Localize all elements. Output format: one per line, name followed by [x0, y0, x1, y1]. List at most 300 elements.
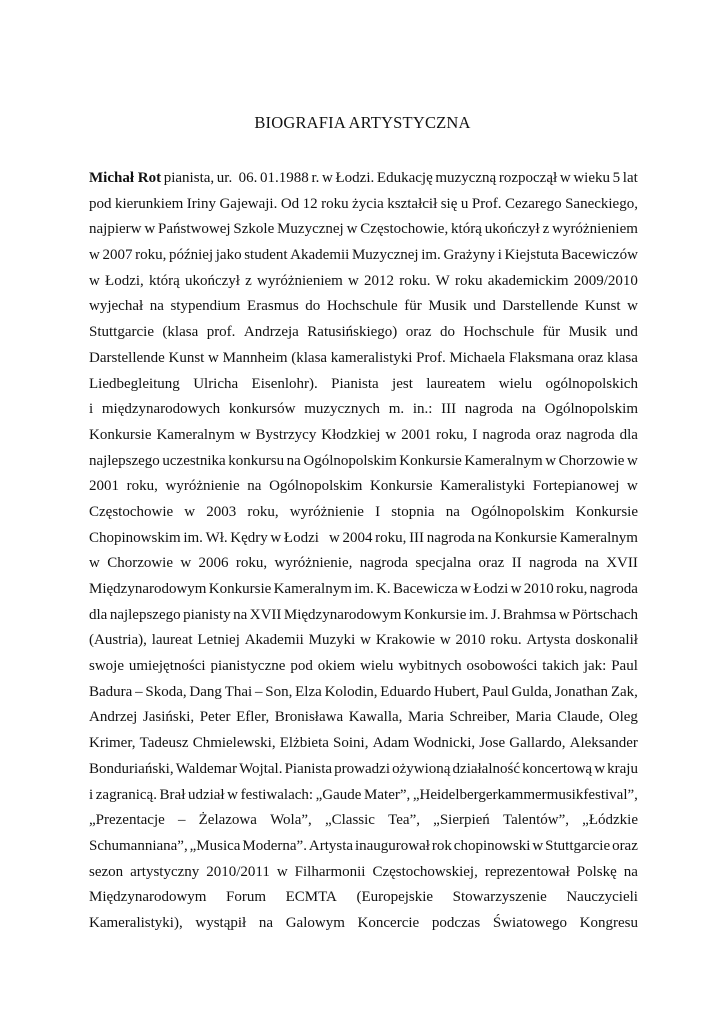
word: uczestnika: [162, 452, 226, 469]
word: stypendium: [170, 298, 241, 315]
word: Bonduriański,: [89, 760, 174, 777]
word: Cezarego: [504, 195, 562, 212]
word: w: [627, 452, 638, 469]
word: konkursów: [228, 401, 296, 418]
word: w: [627, 478, 638, 495]
word: podczas: [431, 914, 481, 931]
word: Musik: [428, 298, 467, 315]
word: wyróżnieniem: [257, 272, 343, 289]
word: w: [348, 272, 359, 289]
word: (Europejskie: [356, 889, 434, 906]
word: III: [441, 401, 457, 418]
paragraph-line: [89, 449, 638, 475]
word: do: [439, 324, 455, 341]
word: roku,: [375, 529, 407, 546]
word: oraz: [535, 426, 562, 443]
word: Liedbegleitung: [89, 375, 180, 392]
word: 2007: [102, 247, 133, 264]
word: roku,: [556, 581, 588, 597]
word: –: [254, 683, 263, 700]
word: na: [445, 503, 460, 520]
word: Mannheim: [222, 349, 288, 366]
document-title: BIOGRAFIA ARTYSTYCZNA: [254, 113, 471, 132]
word: udział: [187, 786, 225, 803]
paragraph-line: [89, 783, 638, 809]
word: Saneckiego,: [565, 195, 638, 212]
word: i: [89, 401, 94, 418]
word: w: [510, 581, 522, 597]
word: roku,: [247, 503, 279, 520]
word: J.: [490, 606, 501, 623]
word: „Sierpień: [433, 812, 490, 829]
word: w: [270, 529, 282, 546]
word: Państwowej: [158, 221, 231, 238]
word: międzynarodowych: [101, 401, 221, 418]
word: Kiejstuta: [504, 247, 559, 264]
word: Kolodin,: [324, 683, 378, 700]
word: „Gaude: [315, 786, 362, 803]
word: Akademii: [290, 247, 350, 264]
paragraph-line: [89, 346, 638, 372]
word: klasa: [607, 349, 638, 366]
paragraph-line: [89, 860, 638, 886]
word: w: [208, 349, 219, 366]
word: u: [460, 195, 469, 212]
word: Kameralnym: [273, 581, 352, 597]
word: Nauczycieli: [566, 889, 638, 906]
word: Zak,: [610, 683, 638, 700]
word: w: [276, 863, 288, 880]
word: Elżbieta: [279, 735, 329, 752]
word: Gajewaji.: [219, 195, 278, 212]
word: Forum: [226, 889, 267, 906]
word: Skoda,: [145, 683, 187, 700]
word: nagroda: [589, 581, 638, 597]
word: Konkursie: [575, 503, 638, 520]
word: pod: [290, 658, 313, 675]
word: Kameralnym: [559, 529, 638, 546]
word: 2004: [342, 529, 373, 546]
word: specjalna: [415, 555, 472, 572]
word: Flaksmana: [508, 349, 574, 366]
word: roku,: [235, 555, 268, 572]
word: Szkole: [233, 221, 275, 238]
word: nagroda: [359, 555, 409, 572]
word: I: [375, 503, 381, 520]
word: oraz: [405, 324, 432, 341]
word: którą: [148, 272, 180, 289]
word: Schreiber,: [449, 709, 510, 726]
word: dla: [619, 426, 638, 443]
word: Kunst: [584, 298, 621, 315]
word: w: [184, 503, 196, 520]
word: ukończył: [184, 272, 240, 289]
word: na: [233, 606, 248, 623]
word: Eduardo: [380, 683, 432, 700]
word: und: [473, 298, 496, 315]
word: Adam: [372, 735, 410, 752]
word: Kameralnym: [464, 452, 543, 469]
word: najpierw: [89, 221, 142, 238]
word: Krimer,: [89, 735, 136, 752]
paragraph-line: [89, 243, 638, 269]
word: Stowarzyszenie: [452, 889, 547, 906]
word: pianista,: [163, 170, 215, 186]
word: najlepszego: [109, 606, 181, 623]
word: Prof.: [471, 195, 502, 212]
word: Iriny: [186, 195, 216, 212]
word: Artysta: [526, 632, 571, 649]
biography-paragraph: [89, 166, 638, 937]
word: 2009/2010: [573, 272, 638, 289]
word: Paul: [482, 683, 509, 700]
word: Międzynarodowym: [89, 581, 207, 597]
paragraph-line: [89, 603, 638, 629]
word: Kędry: [230, 529, 268, 546]
word: für: [404, 298, 422, 315]
word: Edukację: [376, 170, 433, 186]
word: Artysta: [308, 837, 354, 854]
word: Talentów”,: [502, 812, 569, 829]
word: później: [168, 247, 214, 264]
word: chopinowski: [453, 837, 531, 854]
word: w: [329, 529, 340, 546]
word: 5: [612, 170, 621, 186]
word: Jonathan: [554, 683, 609, 700]
word: Konkursie: [89, 426, 152, 443]
word: Hochschule: [326, 298, 398, 315]
word: umiejętności: [128, 658, 206, 675]
word: roku,: [436, 426, 468, 443]
word: Łodzi: [283, 529, 327, 546]
word: roku: [321, 195, 349, 212]
word: im.: [183, 529, 203, 546]
word: „Musica: [189, 837, 241, 854]
word: zagranicą.: [95, 786, 157, 803]
word: okiem: [317, 658, 356, 675]
paragraph-line: [89, 320, 638, 346]
word: 2012: [364, 272, 395, 289]
word: „Łódzkie: [582, 812, 638, 829]
word: akademickim: [487, 272, 569, 289]
word: pod: [89, 195, 112, 212]
word: Moderna”.: [242, 837, 307, 854]
word: Musik: [568, 324, 607, 341]
word: doskonalił: [575, 632, 638, 649]
word: Bronisława: [274, 709, 344, 726]
word: w: [545, 452, 557, 469]
word: wieku: [573, 170, 610, 186]
word: festiwalach:: [240, 786, 314, 803]
word: Thai: [224, 683, 253, 700]
word: w: [89, 555, 100, 572]
word: Letniej: [197, 632, 240, 649]
paragraph-line: [89, 911, 638, 937]
word: konkursu: [228, 452, 285, 469]
word: w: [385, 426, 397, 443]
word: Filharmonii: [294, 863, 366, 880]
word: II: [511, 555, 522, 572]
word: Tea”,: [388, 812, 420, 829]
word: reprezentował: [484, 863, 570, 880]
word: roku.: [490, 632, 522, 649]
word: Soini,: [333, 735, 369, 752]
word: w: [559, 170, 571, 186]
word: wyróżnienie: [289, 503, 364, 520]
word: I: [472, 426, 478, 443]
word: Międzynarodowym: [89, 889, 207, 906]
word: na: [623, 863, 638, 880]
word: (klasa: [291, 349, 328, 366]
word: Konkursie: [399, 452, 462, 469]
word: roku: [455, 272, 483, 289]
paragraph-line: [89, 217, 638, 243]
word: Peter: [199, 709, 231, 726]
word: Hochschule: [463, 324, 535, 341]
word: Łodzi,: [105, 272, 144, 289]
word: Łodzi.: [335, 170, 375, 186]
word: nagroda: [464, 401, 514, 418]
word: nagroda: [426, 529, 476, 546]
word: Ogólnopolskim: [269, 478, 363, 495]
word: i: [89, 786, 94, 803]
paragraph-line: [89, 500, 638, 526]
word: najlepszego: [89, 452, 160, 469]
word: rok: [431, 837, 452, 854]
word: wyróżnienie: [165, 478, 240, 495]
word: swoje: [89, 658, 124, 675]
word: Andrzeja: [243, 324, 299, 341]
word: 2010: [455, 632, 486, 649]
word: Konkursie: [370, 478, 433, 495]
word: ECMTA: [285, 889, 337, 906]
word: Galowym: [285, 914, 345, 931]
word: und: [615, 324, 638, 341]
word: w: [439, 632, 451, 649]
word: prof.: [206, 324, 236, 341]
paragraph-line: [89, 680, 638, 706]
word: Brał: [159, 786, 186, 803]
word: Muzycznej: [277, 221, 344, 238]
word: Chmielewski,: [192, 735, 276, 752]
word: Krakowie: [375, 632, 435, 649]
word: Żelazowa: [198, 812, 257, 829]
word: Ogólnopolskim: [544, 401, 638, 418]
word: oraz: [577, 349, 604, 366]
word: laureat: [151, 632, 193, 649]
word: kształcił: [387, 195, 438, 212]
word: w: [627, 298, 638, 315]
word: 2001: [401, 426, 432, 443]
word: Erasmus: [247, 298, 299, 315]
word: w: [89, 247, 100, 264]
word: Konkursie: [208, 581, 272, 597]
word: życia: [352, 195, 384, 212]
author-name: Michał Rot: [89, 170, 162, 186]
word: Kunst: [168, 349, 205, 366]
word: Grażyny: [443, 247, 496, 264]
word: Koncercie: [357, 914, 420, 931]
word: 01.1988: [260, 170, 309, 186]
word: Wodnicki,: [413, 735, 476, 752]
word: Fortepianowej: [532, 478, 620, 495]
word: Kongresu: [579, 914, 638, 931]
word: jak:: [583, 658, 607, 675]
word: Międzynarodowym: [283, 606, 402, 623]
word: stopnia: [391, 503, 435, 520]
word: Oleg: [608, 709, 638, 726]
word: Kłodzkiej: [321, 426, 381, 443]
word: Wola”,: [270, 812, 312, 829]
word: 06.: [238, 170, 258, 186]
word: do: [305, 298, 321, 315]
word: Bacewicza: [392, 581, 458, 597]
word: Wł.: [205, 529, 228, 546]
word: Konkursie: [494, 529, 557, 546]
word: Aleksander: [569, 735, 638, 752]
word: III: [409, 529, 425, 546]
word: pianistyczne: [210, 658, 286, 675]
word: Częstochowskiej,: [372, 863, 478, 880]
paragraph-line: [89, 808, 638, 834]
word: Bacewiczów: [561, 247, 638, 264]
word: Polskę: [576, 863, 617, 880]
word: nagroda: [482, 426, 531, 443]
paragraph-line: [89, 294, 638, 320]
word: osobowości: [466, 658, 538, 675]
word: Dang: [189, 683, 222, 700]
word: jako: [215, 247, 242, 264]
word: Gulda,: [511, 683, 552, 700]
word: w: [144, 221, 156, 238]
paragraph-line: [89, 834, 638, 860]
word: Maria: [407, 709, 444, 726]
word: Od: [280, 195, 300, 212]
word: K.: [376, 581, 391, 597]
word: artystyczny: [130, 863, 200, 880]
word: Ulricha: [193, 375, 239, 392]
paragraph-line: [89, 166, 638, 192]
word: Claude,: [556, 709, 604, 726]
word: –: [177, 812, 186, 829]
word: wyróżnienie,: [274, 555, 353, 572]
word: r.: [311, 170, 320, 186]
word: im.: [421, 247, 441, 264]
word: wyróżnieniem: [552, 221, 638, 238]
word: ukończył: [484, 221, 540, 238]
word: 2003: [206, 503, 237, 520]
word: Darstellende: [502, 298, 579, 315]
word: na: [286, 452, 301, 469]
word: inaugurował: [354, 837, 430, 854]
paragraph-line: [89, 423, 638, 449]
word: Stuttgarcie: [89, 324, 154, 341]
word: Badura: [89, 683, 133, 700]
word: Ratusińskiego): [307, 324, 398, 341]
word: 2006: [198, 555, 229, 572]
word: XVII: [606, 555, 638, 572]
word: na: [258, 914, 274, 931]
word: kierunkiem: [114, 195, 184, 212]
word: w: [89, 272, 100, 289]
word: koncertową: [522, 760, 593, 777]
word: Elza: [295, 683, 322, 700]
word: m.: [388, 401, 405, 418]
word: Częstochowie: [89, 503, 174, 520]
word: im.: [468, 606, 489, 623]
word: działalność: [452, 760, 521, 777]
word: Bystrzycy: [255, 426, 317, 443]
word: nagroda: [529, 555, 578, 572]
word: nagroda: [566, 426, 615, 443]
word: Muzyki: [308, 632, 356, 649]
word: oraz: [478, 555, 505, 572]
word: na: [247, 478, 262, 495]
word: W: [435, 272, 450, 289]
word: takich: [542, 658, 579, 675]
word: Andrzej: [89, 709, 138, 726]
word: w: [180, 555, 192, 572]
word: Pörtschach: [572, 606, 638, 623]
word: prowadzi: [334, 760, 390, 777]
word: w: [594, 760, 606, 777]
word: Prof.: [416, 349, 446, 366]
word: Kawalla,: [348, 709, 403, 726]
word: Paul: [611, 658, 638, 675]
word: Son,: [265, 683, 293, 700]
paragraph-line: [89, 885, 638, 911]
word: Mater”,: [364, 786, 411, 803]
word: na: [149, 298, 164, 315]
word: w: [360, 632, 372, 649]
word: wyjechał: [89, 298, 144, 315]
paragraph-line: [89, 577, 638, 603]
word: w: [558, 606, 570, 623]
word: roku,: [135, 247, 167, 264]
word: wielu: [498, 375, 533, 392]
word: student: [244, 247, 288, 264]
paragraph-line: [89, 397, 638, 423]
paragraph-line: [89, 731, 638, 757]
word: w: [460, 581, 472, 597]
word: roku.: [399, 272, 431, 289]
word: jest: [392, 375, 413, 392]
word: lat: [622, 170, 638, 186]
word: kameralistyki: [330, 349, 413, 366]
word: –: [135, 683, 143, 700]
word: Ogólnopolskim: [471, 503, 565, 520]
word: muzycznych: [304, 401, 381, 418]
paragraph-line: [89, 757, 638, 783]
word: (Austria),: [89, 632, 147, 649]
word: wielu: [360, 658, 394, 675]
paragraph-line: [89, 269, 638, 295]
word: z: [542, 221, 550, 238]
word: Kameralistyki),: [89, 914, 183, 931]
word: Pianista: [331, 375, 379, 392]
word: Darstellende: [89, 349, 165, 366]
word: na: [521, 401, 536, 418]
paragraph-line: [89, 192, 638, 218]
word: ożywioną: [392, 760, 451, 777]
word: 2010: [523, 581, 554, 597]
word: wystąpił: [195, 914, 247, 931]
word: Schumanniana”,: [89, 837, 188, 854]
word: 2010/2011: [206, 863, 270, 880]
word: „Classic: [324, 812, 375, 829]
paragraph-line: [89, 551, 638, 577]
word: wybitnych: [398, 658, 462, 675]
